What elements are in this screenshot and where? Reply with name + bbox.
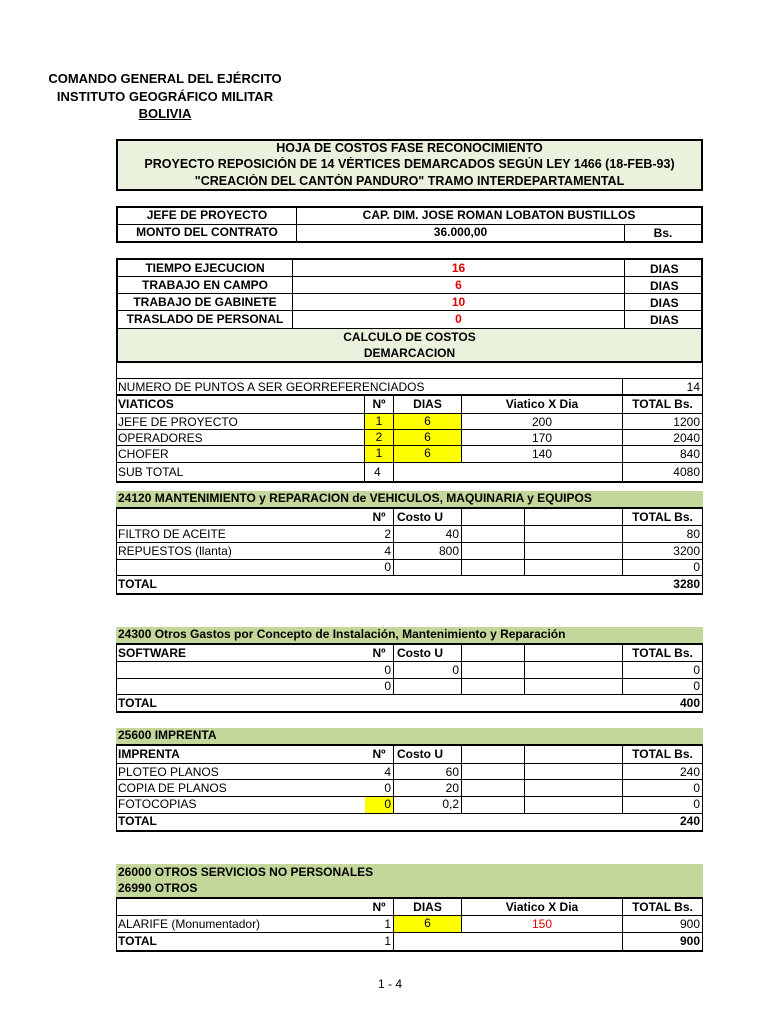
s25600-band	[116, 728, 703, 744]
s26000-h-0: Nº	[372, 900, 386, 914]
s24120-h-2: TOTAL Bs.	[632, 510, 693, 524]
s26000-title-1: 26000 OTROS SERVICIOS NO PERSONALES	[118, 865, 374, 879]
viaticos-r0-c2[interactable]: 6	[394, 414, 461, 429]
viaticos-r1-c3: 170	[531, 431, 553, 445]
viaticos-r2-c1[interactable]: 1	[365, 446, 393, 462]
viaticos-h-1: Nº	[372, 397, 386, 411]
s26000-total-label: TOTAL	[118, 934, 157, 948]
tiempo-value-0: 16	[451, 261, 466, 275]
s24300-band	[116, 627, 703, 643]
s26000-r-c0: ALARIFE (Monumentador)	[118, 917, 261, 931]
s25600-r2-c0: FOTOCOPIAS	[118, 797, 197, 811]
s24120-r0-c2: 40	[445, 527, 459, 541]
s26000-title-2: 26990 OTROS	[118, 881, 198, 895]
s26000-band	[116, 864, 703, 897]
s24300-total-label: TOTAL	[118, 696, 157, 710]
s24120-table	[116, 507, 703, 595]
s25600-r2-c3: 0	[693, 797, 700, 811]
s24120-r0-c1: 2	[384, 527, 391, 541]
org-line-2: INSTITUTO GEOGRÁFICO MILITAR	[56, 89, 274, 104]
s25600-h-3: TOTAL Bs.	[632, 747, 693, 761]
tiempo-value-1: 6	[455, 278, 462, 292]
page-number: 1 - 4	[377, 977, 402, 991]
s24300-table	[116, 643, 703, 713]
title-line-1: HOJA DE COSTOS FASE RECONOCIMIENTO	[276, 141, 543, 155]
s24300-h-3: TOTAL Bs.	[632, 646, 693, 660]
s24120-r1-c0: REPUESTOS (llanta)	[118, 544, 232, 558]
s25600-table	[116, 744, 703, 832]
viaticos-r0-c3: 200	[531, 415, 553, 429]
monto-value: 36.000,00	[433, 225, 488, 239]
calculo-line-2: DEMARCACION	[363, 346, 456, 360]
s26000-h-3: TOTAL Bs.	[632, 900, 693, 914]
s25600-r1-c1: 0	[384, 781, 391, 795]
s24300-r0-c3: 0	[693, 663, 700, 677]
s24300-h-0: SOFTWARE	[118, 646, 186, 660]
title-box	[116, 139, 703, 191]
tiempo-value-3: 0	[455, 312, 462, 326]
s24120-r2-c3: 0	[693, 560, 700, 574]
s26000-h-2: Viatico X Dia	[505, 900, 579, 914]
project-box	[116, 206, 703, 243]
s25600-title: 25600 IMPRENTA	[118, 728, 217, 742]
s26000-table	[116, 897, 703, 952]
s24300-r0-c2: 0	[452, 663, 459, 677]
s25600-r0-c1: 4	[384, 765, 391, 779]
viaticos-r1-c2[interactable]: 6	[394, 430, 461, 445]
s25600-total-value: 240	[679, 814, 700, 828]
title-line-2: PROYECTO REPOSICIÓN DE 14 VÉRTICES DEMARCADOS SEGÚN LEY 1466 (18-FEB-93)	[144, 157, 675, 171]
s24120-r1-c2: 800	[438, 544, 459, 558]
s24300-r1-c3: 0	[693, 679, 700, 693]
monto-label: MONTO DEL CONTRATO	[136, 225, 278, 239]
s24120-r1-c1: 4	[384, 544, 391, 558]
puntos-value: 14	[686, 380, 700, 394]
s25600-r0-c2: 60	[445, 765, 459, 779]
viaticos-r1-c4: 2040	[673, 431, 700, 445]
viaticos-h-0: VIATICOS	[118, 397, 174, 411]
s25600-r0-c3: 240	[679, 765, 700, 779]
jefe-value: CAP. DIM. JOSE ROMAN LOBATON BUSTILLOS	[362, 208, 636, 222]
s24120-r0-c0: FILTRO DE ACEITE	[118, 527, 226, 541]
tiempo-label-1: TRABAJO EN CAMPO	[141, 278, 268, 292]
viaticos-h-4: TOTAL Bs.	[632, 397, 693, 411]
viaticos-r0-c1[interactable]: 1	[365, 414, 393, 429]
title-line-3: "CREACIÓN DEL CANTÓN PANDURO" TRAMO INTERDEPARTAMENTAL	[194, 174, 625, 188]
s24120-total-label: TOTAL	[118, 577, 157, 591]
s25600-r1-c2: 20	[445, 781, 459, 795]
tiempo-unit-2: DIAS	[650, 296, 679, 310]
s26000-r-c1: 1	[384, 917, 391, 931]
viaticos-subtotal-label: SUB TOTAL	[118, 465, 184, 479]
viaticos-subtotal-count: 4	[374, 465, 381, 479]
tiempo-label-2: TRABAJO DE GABINETE	[133, 295, 277, 309]
tiempo-unit-3: DIAS	[650, 313, 679, 327]
s24120-total-value: 3280	[673, 577, 700, 591]
viaticos-h-3: Viatico X Dia	[505, 397, 579, 411]
s25600-r2-c2: 0,2	[442, 797, 459, 811]
tiempo-label-0: TIEMPO EJECUCION	[145, 261, 265, 275]
viaticos-r0-c0: JEFE DE PROYECTO	[118, 415, 238, 429]
viaticos-r0-c4: 1200	[673, 415, 700, 429]
viaticos-table	[116, 363, 703, 483]
monto-unit: Bs.	[653, 226, 673, 240]
viaticos-h-2: DIAS	[413, 397, 442, 411]
s24120-r0-c3: 80	[686, 527, 700, 541]
s24120-r2-c1: 0	[384, 560, 391, 574]
jefe-label: JEFE DE PROYECTO	[146, 208, 268, 222]
tiempo-label-3: TRASLADO DE PERSONAL	[126, 312, 284, 326]
viaticos-subtotal-value: 4080	[673, 465, 700, 479]
s26000-total-count: 1	[384, 934, 391, 948]
s26000-total-value: 900	[679, 934, 700, 948]
tiempos-box	[116, 258, 703, 363]
viaticos-r2-c3: 140	[531, 447, 553, 461]
s26000-r-c4: 900	[679, 917, 700, 931]
s25600-r1-c3: 0	[693, 781, 700, 795]
s24300-h-2: Costo U	[397, 646, 443, 660]
viaticos-r2-c4: 840	[679, 447, 700, 461]
s24300-total-value: 400	[679, 696, 700, 710]
tiempo-unit-1: DIAS	[650, 279, 679, 293]
s25600-r2-c1[interactable]: 0	[365, 797, 393, 813]
viaticos-r2-c0: CHOFER	[118, 447, 169, 461]
s26000-h-1: DIAS	[413, 900, 442, 914]
org-line-3: BOLIVIA	[138, 106, 192, 121]
s25600-h-1: Nº	[372, 747, 386, 761]
s26000-r-c2[interactable]: 6	[394, 916, 461, 932]
s25600-r1-c0: COPIA DE PLANOS	[118, 781, 227, 795]
s25600-r0-c0: PLOTEO PLANOS	[118, 765, 219, 779]
s25600-h-0: IMPRENTA	[118, 747, 180, 761]
s24120-h-0: Nº	[372, 510, 386, 524]
s24120-h-1: Costo U	[397, 510, 443, 524]
tiempo-value-2: 10	[451, 295, 466, 309]
s24120-r1-c3: 3200	[673, 544, 700, 558]
viaticos-r2-c2[interactable]: 6	[394, 446, 461, 462]
org-line-1: COMANDO GENERAL DEL EJÉRCITO	[48, 71, 282, 86]
puntos-label: NUMERO DE PUNTOS A SER GEORREFERENCIADOS	[118, 380, 425, 394]
s24300-title: 24300 Otros Gastos por Concepto de Instalación, Mantenimiento y Reparación	[118, 627, 566, 641]
calculo-line-1: CALCULO DE COSTOS	[343, 330, 476, 344]
tiempo-unit-0: DIAS	[650, 262, 679, 276]
viaticos-r1-c1[interactable]: 2	[365, 430, 393, 445]
s24300-r1-c1: 0	[384, 679, 391, 693]
s26000-r-c3: 150	[531, 917, 553, 931]
s25600-total-label: TOTAL	[118, 814, 157, 828]
s24120-band	[116, 491, 703, 507]
s24120-title: 24120 MANTENIMIENTO y REPARACION de VEHICULOS, MAQUINARIA y EQUIPOS	[118, 491, 592, 505]
viaticos-r1-c0: OPERADORES	[118, 431, 203, 445]
s25600-h-2: Costo U	[397, 747, 443, 761]
s24300-h-1: Nº	[372, 646, 386, 660]
s24300-r0-c1: 0	[384, 663, 391, 677]
